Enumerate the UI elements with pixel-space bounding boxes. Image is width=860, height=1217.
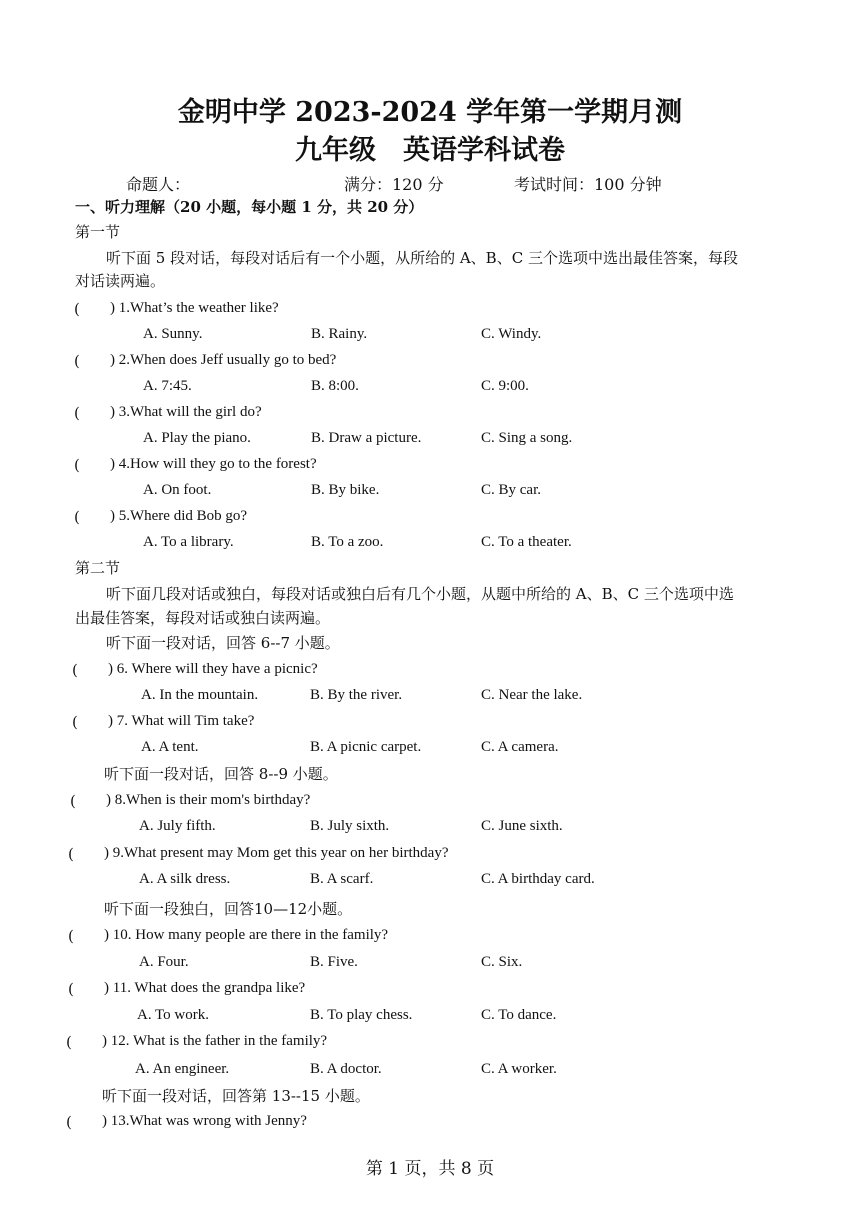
option-c: C. Near the lake.: [481, 687, 583, 703]
question-stem: ) 1.What’s the weather like?: [110, 300, 279, 316]
author-label: 命题人：: [126, 175, 191, 194]
option-a: A. A tent.: [141, 739, 199, 755]
option-c: C. Sing a song.: [481, 430, 573, 446]
option-c: C. 9:00.: [481, 378, 529, 394]
answer-paren: (: [68, 845, 74, 863]
option-a: A. On foot.: [143, 482, 212, 498]
option-a: A. Play the piano.: [143, 430, 251, 446]
option-a: A. 7:45.: [143, 378, 192, 394]
question-stem: ) 7. What will Tim take?: [108, 713, 255, 729]
answer-paren: (: [74, 508, 80, 526]
full-score: 满分：120 分: [344, 175, 444, 194]
answer-paren: (: [74, 456, 80, 474]
exam-title: 金明中学 2023-2024 学年第一学期月测: [177, 97, 683, 128]
option-b: B. A picnic carpet.: [310, 739, 422, 755]
question-stem: ) 4.How will they go to the forest?: [110, 456, 317, 472]
answer-paren: (: [72, 661, 78, 679]
sub-instruction-10-12: 听下面一段独白，回答10—12小题。: [104, 900, 353, 918]
question-stem: ) 12. What is the father in the family?: [102, 1033, 328, 1049]
part2-label: 第二节: [75, 559, 121, 577]
option-b: B. Five.: [310, 954, 358, 970]
option-c: C. By car.: [481, 482, 541, 498]
question-stem: ) 2.When does Jeff usually go to bed?: [110, 352, 337, 368]
option-c: C. A camera.: [481, 739, 559, 755]
part1-instruction-2: 对话读两遍。: [75, 272, 166, 290]
option-a: A. Four.: [139, 954, 189, 970]
option-b: B. A doctor.: [310, 1061, 382, 1077]
option-c: C. A worker.: [481, 1061, 557, 1077]
part1-label: 第一节: [75, 223, 121, 241]
sub-instruction-8-9: 听下面一段对话，回答 8--9 小题。: [104, 765, 338, 783]
option-b: B. By bike.: [311, 482, 380, 498]
answer-paren: (: [74, 352, 80, 370]
page-footer: 第 1 页，共 8 页: [365, 1159, 495, 1179]
sub-instruction-6-7: 听下面一段对话，回答 6--7 小题。: [106, 634, 340, 652]
option-a: A. A silk dress.: [139, 871, 231, 887]
exam-time: 考试时间：100 分钟: [514, 175, 662, 194]
option-c: C. A birthday card.: [481, 871, 595, 887]
answer-paren: (: [66, 1113, 72, 1131]
question-stem: ) 3.What will the girl do?: [110, 404, 262, 420]
option-a: A. In the mountain.: [141, 687, 259, 703]
option-b: B. July sixth.: [310, 818, 390, 834]
question-stem: ) 5.Where did Bob go?: [110, 508, 248, 524]
option-b: B. By the river.: [310, 687, 403, 703]
option-c: C. Six.: [481, 954, 523, 970]
answer-paren: (: [72, 713, 78, 731]
option-c: C. To dance.: [481, 1007, 557, 1023]
answer-paren: (: [70, 792, 76, 810]
option-b: B. Rainy.: [311, 326, 368, 342]
answer-paren: (: [68, 980, 74, 998]
answer-paren: (: [68, 927, 74, 945]
option-c: C. To a theater.: [481, 534, 572, 550]
option-a: A. An engineer.: [135, 1061, 230, 1077]
answer-paren: (: [74, 404, 80, 422]
part2-instruction-1: 听下面几段对话或独白，每段对话或独白后有几个小题，从题中所给的 A、B、C 三个选项中选: [106, 585, 734, 603]
answer-paren: (: [66, 1033, 72, 1051]
question-stem: ) 11. What does the grandpa like?: [104, 980, 306, 996]
option-b: B. To play chess.: [310, 1007, 413, 1023]
option-b: B. A scarf.: [310, 871, 374, 887]
question-stem: ) 9.What present may Mom get this year on her birthday?: [104, 845, 449, 861]
option-c: C. June sixth.: [481, 818, 563, 834]
question-stem: ) 13.What was wrong with Jenny?: [102, 1113, 307, 1129]
option-c: C. Windy.: [481, 326, 542, 342]
question-stem: ) 10. How many people are there in the family?: [104, 927, 389, 943]
part2-instruction-2: 出最佳答案，每段对话或独白读两遍。: [75, 609, 331, 627]
part1-instruction-1: 听下面 5 段对话，每段对话后有一个小题，从所给的 A、B、C 三个选项中选出最佳答案，每段: [106, 249, 738, 267]
question-stem: ) 6. Where will they have a picnic?: [108, 661, 318, 677]
option-b: B. To a zoo.: [311, 534, 384, 550]
answer-paren: (: [74, 300, 80, 318]
option-a: A. July fifth.: [139, 818, 216, 834]
sub-instruction-13-15: 听下面一段对话，回答第 13--15 小题。: [102, 1087, 370, 1105]
option-b: B. 8:00.: [311, 378, 359, 394]
question-stem: ) 8.When is their mom's birthday?: [106, 792, 311, 808]
option-a: A. Sunny.: [143, 326, 203, 342]
section-heading: 一、听力理解（20 小题，每小题 1 分，共 20 分）: [75, 198, 424, 216]
option-a: A. To a library.: [143, 534, 234, 550]
option-b: B. Draw a picture.: [311, 430, 422, 446]
exam-subtitle: 九年级 英语学科试卷: [295, 135, 565, 166]
option-a: A. To work.: [137, 1007, 210, 1023]
